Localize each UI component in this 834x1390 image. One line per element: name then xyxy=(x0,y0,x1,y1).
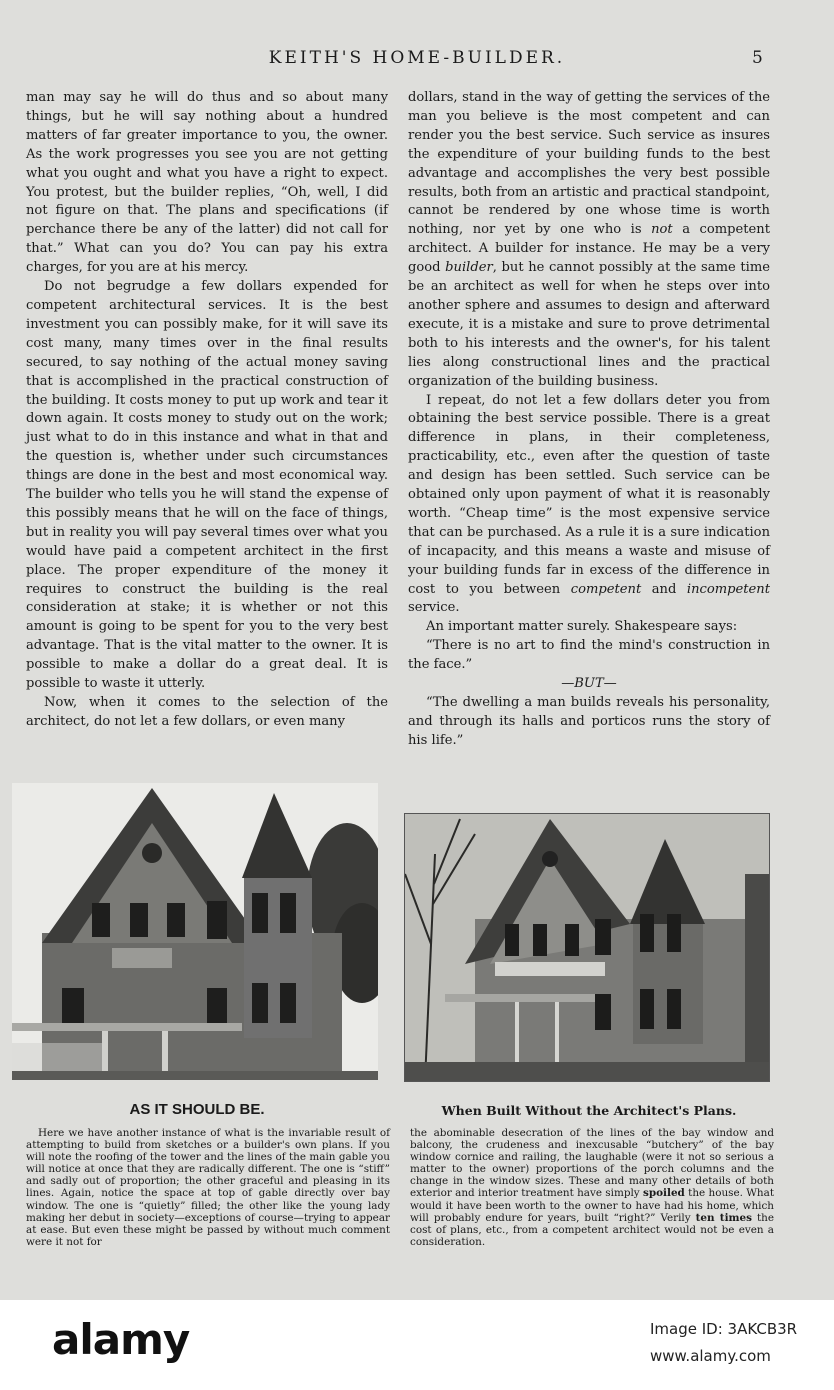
paragraph: An important matter surely. Shakespeare says: xyxy=(426,619,738,635)
alamy-logo: alamy xyxy=(52,1315,190,1364)
caption-text-left: Here we have another instance of what is the invariable result of attempting to build from sketches or a builder's own plans. If you will note the roofing of the tower and the lines of the main gable you will notice at once that they are radically different. The one is “stiff” and sadly out of proportion; the other graceful and pleasing in its lines. Again, notice the space at top of gable directly over bay window. The one is “quietly” filled; the other like the young lady making her debut in society—exceptions of course—trying to appear at ease. But even these might be passed by without much comment were it not for xyxy=(26,1127,390,1248)
emphasis: builder xyxy=(445,260,493,276)
image-id: Image ID: 3AKCB3R xyxy=(650,1320,798,1338)
paragraph: man may say he will do thus and so about many things, but he will say nothing about a hundred matters of far greater importance to you, the owner. As the work progresses you see you are not getting what you ought and what you have a right to expect. You protest, but the builder replies, “Oh, well, I did not figure on that. The plans and specifications (if perchance there be any of the latter) did not call for that.” What can you do? You can pay his extra charges, for you are at his mercy. xyxy=(26,90,388,276)
emphasis: competent xyxy=(570,581,642,597)
paragraph: dollars, stand in the way of getting the services of the man you believe is the most competent and can render you the best service. Such service as insures the expenditure of your building funds to the best advantage and accomplishes the very best possible results, both from an artistic and practical standpoint, cannot be rendered by one whose time is worth nothing, nor yet by one who is not a competent architect. A builder for instance. He may be a very good builder, but he cannot possibly at the same time be an architect as well for when he steps over into another sphere and assumes to design and afterward execute, it is a mistake and sure to prove detrimental both to his interests and the owner's, for his talent lies along constructional lines and the practical organization of the building business. xyxy=(408,90,770,389)
caption-title-left: AS IT SHOULD BE. xyxy=(129,1101,265,1118)
right-text-column xyxy=(408,89,770,751)
paragraph: Do not begrudge a few dollars expended for competent architectural services. It is the best investment you can possibly make, for it will save its cost many, many times over in the final results secured, to say nothing of the actual money saving that is accomplished in the practical construction of the building. It costs money to put up work and tear it down again. It costs money to study out on the work; just what to do in this instance and what in that and the question is, whether under such circumstances things are done in the best and most economical way. The builder who tells you he will stand the expense of this possibly means that he will on the face of things, but in reality you will pay several times over what you would have paid a competent architect in the first place. The proper expenditure of the money it requires to construct the building is the real consideration at stake; it is whether or not this amount is going to be spent for you to the very best advantage. That is the vital matter to the owner. It is possible to make a dollar do a great deal. It is possible to waste it utterly. xyxy=(26,279,388,692)
paragraph: Now, when it comes to the selection of the architect, do not let a few dollars, or even many xyxy=(26,695,388,729)
emphasis: not xyxy=(651,222,673,238)
running-header-title: KEITH'S HOME-BUILDER. xyxy=(268,48,566,68)
paragraph: I repeat, do not let a few dollars deter you from obtaining the best service possible. There is a great difference in plans, in their completeness, practicability, etc., even after the question of taste and design has been settled. Such service can be obtained only upon payment of what it is reasonably worth. “Cheap time” is the most expensive service that can be purchased. As a rule it is a sure indication of incapacity, and this means a waste and misuse of your building funds far in excess of the difference in cost to you between competent and incompetent service. xyxy=(408,392,770,616)
house-illustration-as-designed xyxy=(12,783,378,1080)
caption-title-right: When Built Without the Architect's Plans. xyxy=(441,1103,737,1118)
stock-url: www.alamy.com xyxy=(650,1347,771,1365)
divider-text: —BUT— xyxy=(561,676,617,692)
quotation: “The dwelling a man builds reveals his personality, and through its halls and porticos runs the story of his life.” xyxy=(408,695,770,748)
caption-text-right: the abominable desecration of the lines of the bay window and balcony, the crudeness and inexcusable “butchery” of the bay window cornice and railing, the laughable (were it not so serious a matter to the owner) proportions of the porch columns and the change in the window sizes. These and many other details of both exterior and interior treatment have simply spoiled the house. What would it have been worth to the owner to have had his home, which will probably endure for years, built “right?” Verily ten times the cost of plans, etc., from a competent architect would not be even a consideration. xyxy=(410,1127,774,1248)
house-photo-without-architect xyxy=(404,813,770,1082)
page-number: 5 xyxy=(752,48,763,68)
emphasis: spoiled xyxy=(643,1187,685,1200)
emphasis: ten times xyxy=(695,1211,753,1224)
quotation: “There is no art to find the mind's construction in the face.” xyxy=(408,638,770,673)
left-text-column xyxy=(26,89,388,732)
emphasis: incompetent xyxy=(686,581,770,597)
